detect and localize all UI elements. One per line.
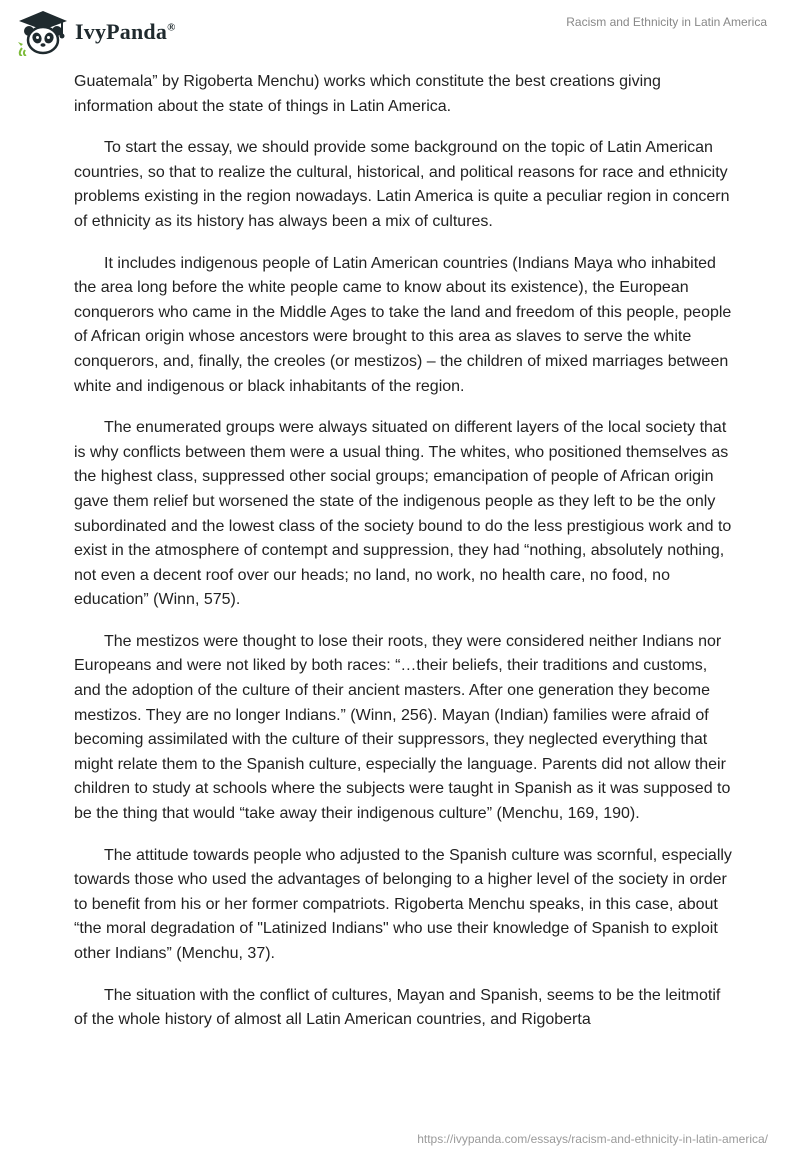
paragraph: The attitude towards people who adjusted to the Spanish culture was scornful, especially towards those who used the advantages of belonging to a higher level of the society in order to benefit from his or her former compatriots. Rigoberta Menchu speaks, in this case, about “the moral degradation of "Latinized Indians" who use their knowledge of Spanish to exploit other Indians” (Menchu, 37). xyxy=(74,846,732,962)
paragraph: Guatemala” by Rigoberta Menchu) works which constitute the best creations giving information about the state of things in Latin America. xyxy=(74,73,661,115)
page-header xyxy=(0,0,800,64)
brand-name: IvyPanda® xyxy=(75,19,176,44)
paragraph: The situation with the conflict of cultures, Mayan and Spanish, seems to be the leitmotif of the whole history of almost all Latin American countries, and Rigoberta xyxy=(74,986,721,1029)
source-url[interactable]: https://ivypanda.com/essays/racism-and-ethnicity-in-latin-america/ xyxy=(417,1132,768,1146)
paragraph: To start the essay, we should provide some background on the topic of Latin American countries, so that to realize the cultural, historical, and political reasons for race and ethnicity problems existing in the region nowadays. Latin America is quite a peculiar region in concern of ethnicity as its history has always been a mix of cultures. xyxy=(74,139,730,230)
paragraph: The enumerated groups were always situated on different layers of the local society that is why conflicts between them were a usual thing. The whites, who positioned themselves as the highest class, suppressed other social groups; emancipation of people of African origin gave them relief but worsened the state of the indigenous people as they left to be the only subordinated and the lowest class of the society bound to do the less prestigious work and to exist in the atmosphere of contempt and suppression, they had “nothing, absolutely nothing, not even a decent roof over our heads; no land, no work, no health care, no food, no education” (Winn, 575). xyxy=(74,419,732,609)
paragraph: The mestizos were thought to lose their roots, they were considered neither Indians nor Europeans and were not liked by both races: “…their beliefs, their traditions and customs, and the adoption of the culture of their ancient masters. After one generation they become mestizos. They are no longer Indians.” (Winn, 256). Mayan (Indian) families were afraid of becoming assimilated with the culture of their suppressors, they neglected everything that might relate them to the Spanish culture, especially the language. Parents did not allow their children to study at schools where the subjects were taught in Spanish as it was supposed to be the thing that would “take away their indigenous culture” (Menchu, 169, 190). xyxy=(74,632,731,823)
panda-graduate-icon xyxy=(15,8,71,56)
paragraph: It includes indigenous people of Latin American countries (Indians Maya who inhabited the area long before the white people came to know about its existence), the European conquerors who came in the Middle Ages to take the land and freedom of this people, people of African origin whose ancestors were brought to this area as slaves to serve the white conquerors, and, finally, the creoles (or mestizos) – the children of mixed marriages between white and indigenous or black inhabitants of the region. xyxy=(74,254,732,395)
essay-body xyxy=(74,70,736,1050)
logo[interactable] xyxy=(15,8,176,56)
document-title: Racism and Ethnicity in Latin America xyxy=(566,15,767,29)
